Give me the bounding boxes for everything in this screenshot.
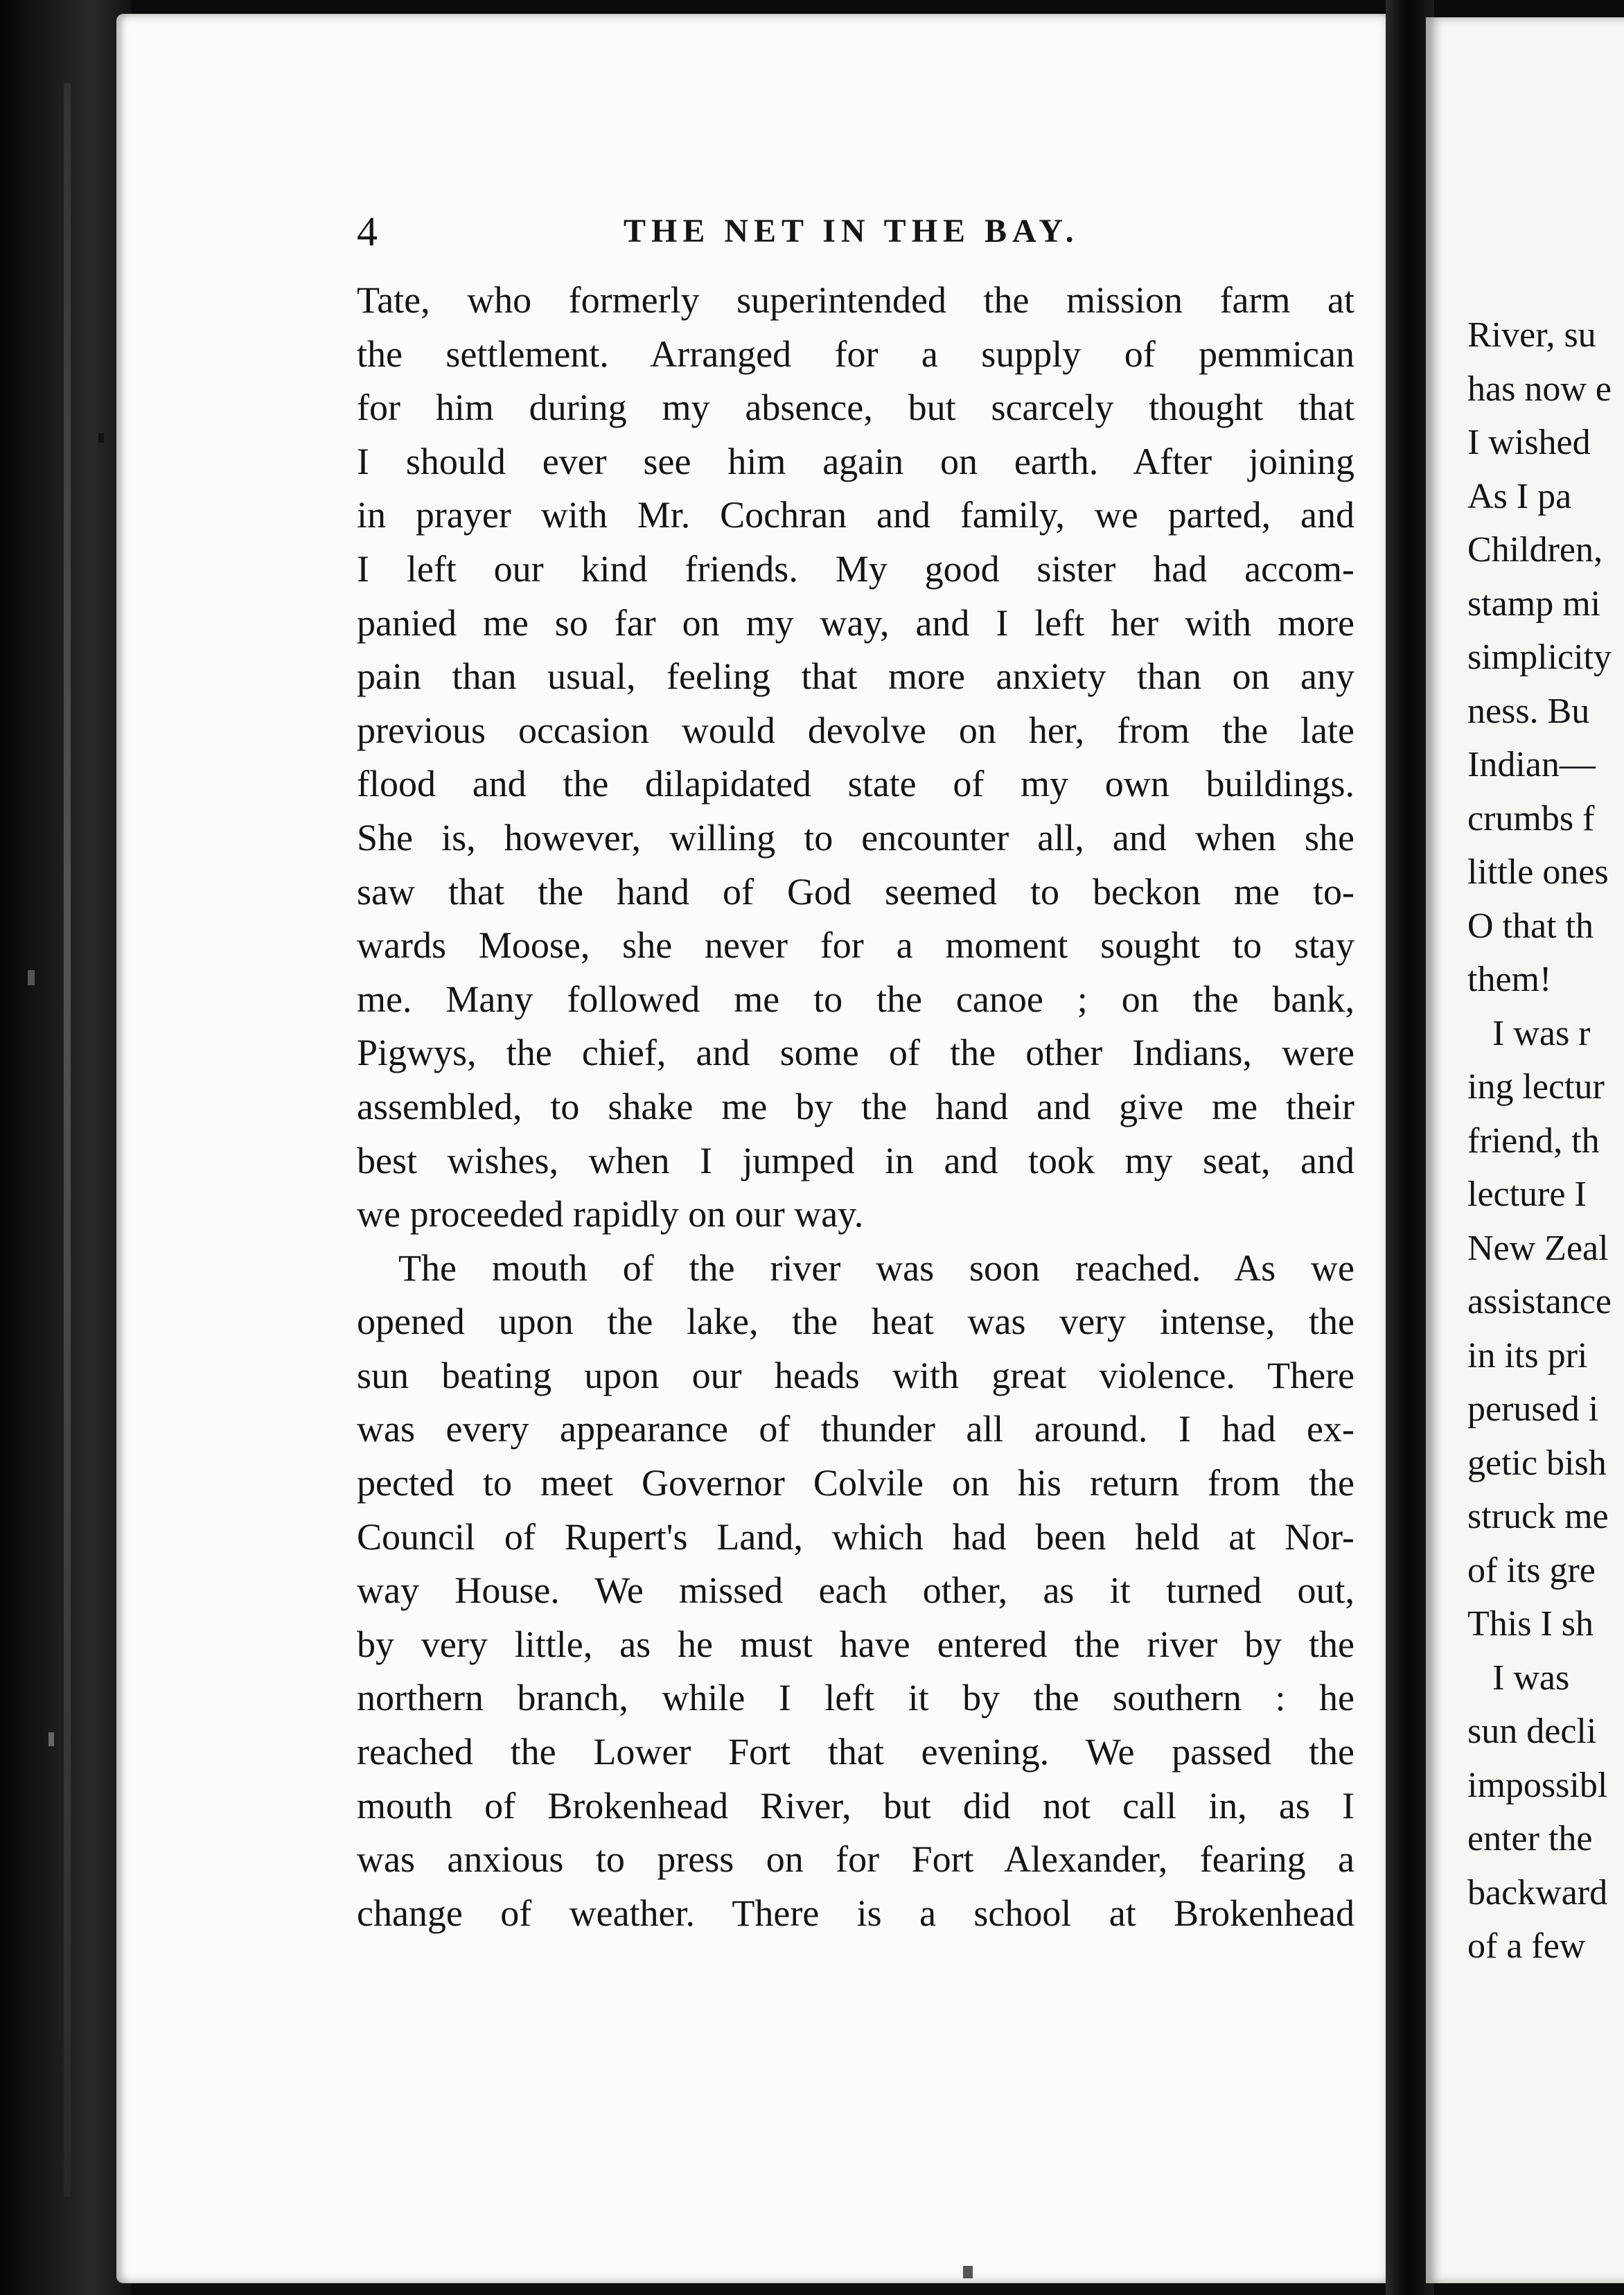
text-line: opened upon the lake, the heat was very intense, the xyxy=(357,1301,1354,1343)
next-page-line: I wished xyxy=(1467,423,1591,462)
text-line: best wishes, when I jumped in and took my seat, and xyxy=(357,1139,1354,1181)
scan-speck xyxy=(98,433,104,443)
text-line: saw that the hand of God seemed to beckon me to- xyxy=(357,870,1354,913)
next-page-line: lecture I xyxy=(1467,1175,1587,1214)
text-line: change of weather. There is a school at Brokenhead xyxy=(357,1892,1354,1934)
text-line: in prayer with Mr. Cochran and family, we parted, and xyxy=(357,494,1354,536)
text-line: Council of Rupert's Land, which had been held at Nor- xyxy=(357,1515,1354,1558)
next-page-line: little ones xyxy=(1467,852,1609,892)
next-page-line: Children, xyxy=(1467,530,1603,570)
text-line: northern branch, while I left it by the southern : he xyxy=(357,1677,1354,1719)
page-number: 4 xyxy=(357,209,378,254)
scan-speck xyxy=(963,2266,973,2278)
text-line: assembled, to shake me by the hand and give me their xyxy=(357,1085,1354,1127)
next-page-line: them! xyxy=(1467,960,1552,999)
text-line: sun beating upon our heads with great violence. There xyxy=(357,1354,1354,1396)
next-page-line: Indian— xyxy=(1467,745,1596,784)
scan-speck xyxy=(48,1732,54,1746)
next-page-line: friend, th xyxy=(1467,1120,1600,1161)
text-line: for him during my absence, but scarcely thought that xyxy=(357,387,1354,429)
next-page-line: stamp mi xyxy=(1467,583,1601,624)
text-line: reached the Lower Fort that evening. We passed the xyxy=(357,1731,1354,1773)
text-line: I left our kind friends. My good sister had accom- xyxy=(357,547,1354,590)
text-line: way House. We missed each other, as it turned out, xyxy=(357,1569,1354,1612)
next-page-line: I was xyxy=(1492,1658,1570,1698)
running-title: THE NET IN THE BAY. xyxy=(624,213,1079,249)
text-line: the settlement. Arranged for a supply of pemmican xyxy=(357,333,1354,375)
next-page-line: of a few xyxy=(1467,1926,1586,1966)
next-page-line: New Zeal xyxy=(1467,1228,1609,1268)
text-line: Tate, who formerly superintended the mission farm at xyxy=(357,279,1354,321)
left-gutter-shadow xyxy=(0,0,132,2295)
next-page-line: impossibl xyxy=(1467,1765,1608,1805)
text-line: by very little, as he must have entered the river by the xyxy=(357,1623,1354,1665)
next-page-text xyxy=(1467,308,1624,1973)
text-line: The mouth of the river was soon reached. As we xyxy=(398,1247,1354,1289)
text-line: mouth of Brokenhead River, but did not call in, as I xyxy=(357,1784,1354,1827)
text-line: flood and the dilapidated state of my own buildings. xyxy=(357,763,1354,805)
next-page-line: has now e xyxy=(1467,369,1612,409)
next-page-line: perused i xyxy=(1467,1389,1599,1429)
text-line: She is, however, willing to encounter all, and when she xyxy=(357,816,1354,859)
next-page-line: As I pa xyxy=(1467,476,1572,516)
next-page-line: This I sh xyxy=(1467,1604,1594,1644)
next-page-line: enter the xyxy=(1467,1819,1593,1858)
next-page-line: I was r xyxy=(1492,1013,1591,1053)
next-page-line: simplicity xyxy=(1467,638,1612,677)
next-page-line: of its gre xyxy=(1467,1550,1596,1590)
body-text xyxy=(357,274,1354,1940)
next-page-line: crumbs f xyxy=(1467,798,1595,838)
text-line: panied me so far on my way, and I left her with more xyxy=(357,601,1354,644)
text-line: me. Many followed me to the canoe ; on the bank, xyxy=(357,978,1354,1020)
next-page-line: ing lectur xyxy=(1467,1067,1605,1107)
text-line: wards Moose, she never for a moment sought to stay xyxy=(357,924,1354,967)
text-line: was every appearance of thunder all around. I had ex- xyxy=(357,1408,1354,1450)
text-line: pain than usual, feeling that more anxiety than on any xyxy=(357,656,1354,698)
text-line: I should ever see him again on earth. After joining xyxy=(357,440,1354,482)
next-page-line: River, su xyxy=(1467,315,1596,355)
scan-speck xyxy=(28,970,35,985)
next-page-line: ness. Bu xyxy=(1467,691,1590,731)
text-line: was anxious to press on for Fort Alexander, fearing a xyxy=(357,1838,1354,1881)
text-line: Pigwys, the chief, and some of the other Indians, were xyxy=(357,1032,1354,1074)
next-page-line: getic bish xyxy=(1467,1443,1607,1483)
text-line: previous occasion would devolve on her, from the late xyxy=(357,709,1354,751)
next-page-line: struck me xyxy=(1467,1497,1609,1536)
next-page-line: O that th xyxy=(1467,906,1594,946)
binding-streak xyxy=(64,83,71,2197)
next-page-line: backward xyxy=(1467,1872,1608,1912)
text-line: we proceeded rapidly on our way. xyxy=(357,1193,864,1236)
next-page-line: in its pri xyxy=(1467,1335,1588,1375)
text-line: pected to meet Governor Colvile on his return from the xyxy=(357,1462,1354,1504)
next-page-line: sun decli xyxy=(1467,1712,1597,1751)
next-page-line: assistance xyxy=(1467,1282,1612,1321)
